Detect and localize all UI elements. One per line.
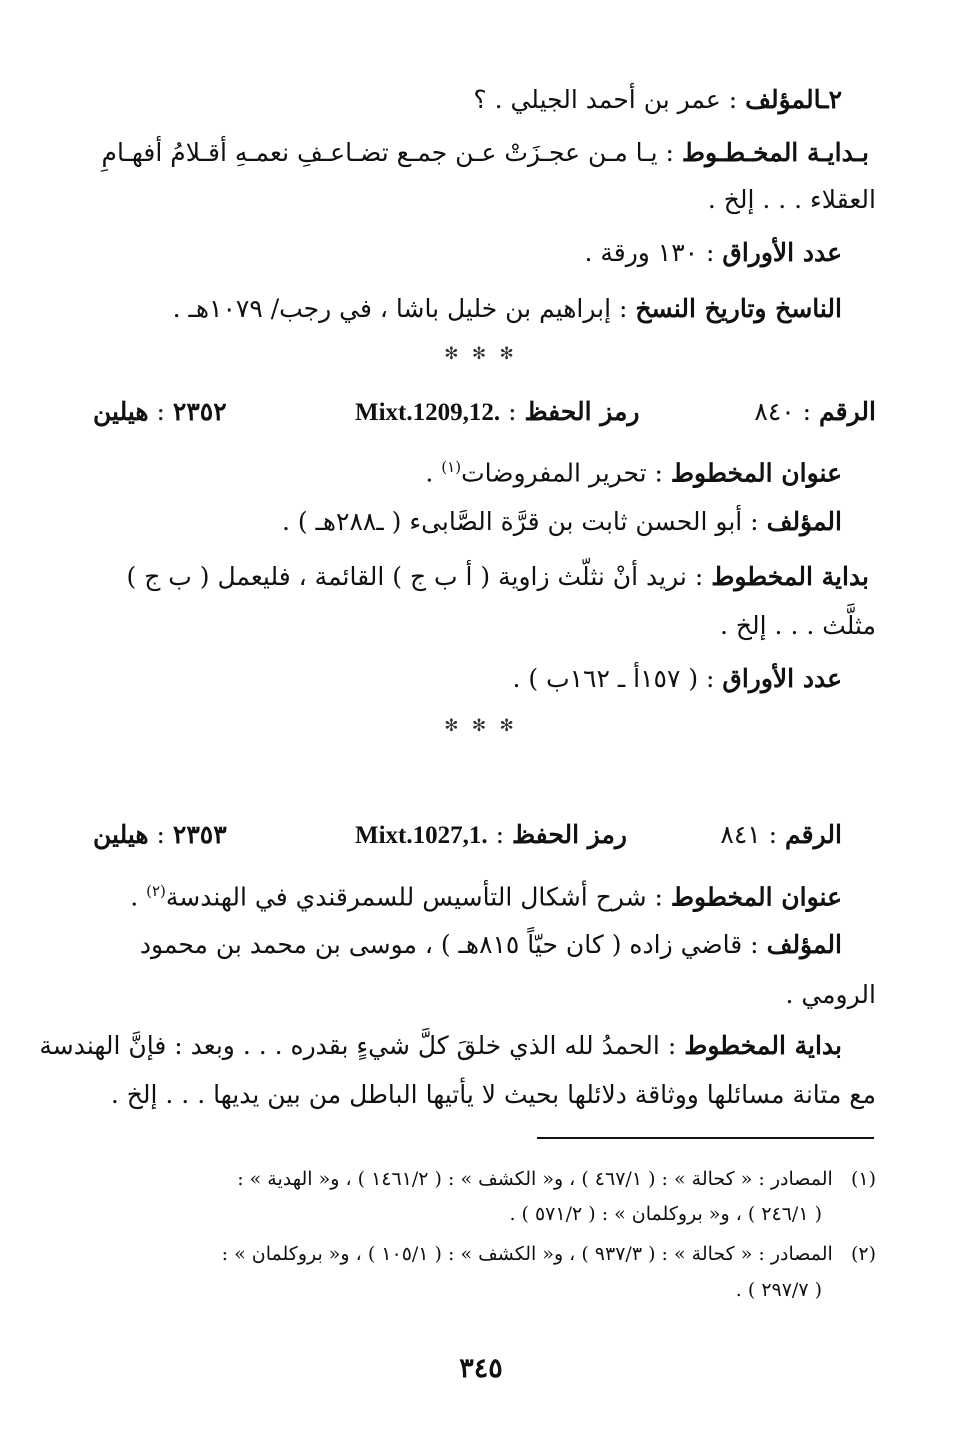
entry2-title-label: عنوان المخطوط	[670, 458, 842, 488]
entry1-leaves-value: ١٣٠ ورقة .	[584, 238, 699, 267]
entry1-author-label: ٢ـالمؤلف	[745, 85, 842, 114]
entry3-number: الرقم : ٨٤١	[720, 820, 842, 849]
entry3-beginning-line-1: بداية المخطوط : الحمدُ لله الذي خلقَ كلَّ شيءٍ بقدره . . . وبعد : فإنَّ الهندسة	[39, 1031, 842, 1060]
separator-2: ✻ ✻ ✻	[444, 716, 518, 736]
entry2-title-value: تحرير المفروضات	[461, 458, 647, 488]
entry3-author-label: المؤلف	[766, 930, 842, 959]
entry2-beginning-line-1: بداية المخطوط : نريد أنْ نثلّث زاوية ( أ ب ج ) القائمة ، فليعمل ( ب ج )	[126, 562, 869, 591]
entry2-heilen: ٢٣٥٢ : هيلين	[93, 397, 227, 426]
footnote-divider	[537, 1137, 874, 1139]
footnote-2-line-1: (٢) المصادر : « كحالة » : ( ٩٣٧/٣ ) ، و« الكشف » : ( ١٠٥/١ ) ، و« بروكلمان » :	[221, 1243, 876, 1265]
entry1-copyist-value: إبراهيم بن خليل باشا ، في رجب/ ١٠٧٩هـ .	[172, 294, 612, 323]
entry1-author-line: ٢ـالمؤلف : عمر بن أحمد الجيلي . ؟	[473, 85, 842, 114]
entry3-title-label: عنوان المخطوط	[670, 882, 842, 912]
entry1-copyist-label: الناسخ وتاريخ النسخ	[635, 294, 842, 323]
entry3-beginning-value-1: الحمدُ لله الذي خلقَ كلَّ شيءٍ بقدره . . . وبعد : فإنَّ الهندسة	[39, 1031, 660, 1060]
footnote-1-line-1: (١) المصادر : « كحالة » : ( ٤٦٧/١ ) ، و« الكشف » : ( ١٤٦١/٢ ) ، و« الهدية » :	[237, 1168, 876, 1190]
entry3-author-value-1: قاضي زاده ( كان حيّاً ٨١٥هـ ) ، موسى بن محمد بن محمود	[139, 930, 743, 959]
entry3-beginning-line-2	[111, 1075, 876, 1115]
entry3-author-line-2	[785, 975, 876, 1015]
footnote-2-line-2: ( ٢٩٧/٧ ) .	[735, 1279, 822, 1301]
entry3-heilen: ٢٣٥٣ : هيلين	[93, 820, 227, 849]
entry2-author-label: المؤلف	[766, 507, 842, 536]
entry1-copyist-line: الناسخ وتاريخ النسخ : إبراهيم بن خليل باشا ، في رجب/ ١٠٧٩هـ .	[172, 294, 842, 323]
footnote-1-number: (١)	[850, 1168, 876, 1190]
separator-1: ✻ ✻ ✻	[444, 344, 518, 364]
entry1-beginning-value-2: العقلاء . . . إلخ .	[707, 185, 876, 214]
footnote-ref-1: (١)	[441, 458, 462, 476]
footnote-ref-2: (٢)	[146, 882, 166, 900]
entry2-title-line: عنوان المخطوط : تحرير المفروضات$^{(١)}$ .	[425, 458, 842, 488]
entry2-author-line: المؤلف : أبو الحسن ثابت بن قرَّة الصَّابىء ( ـ٢٨٨هـ ) .	[281, 507, 842, 536]
entry2-leaves-line: عدد الأوراق : ( ١٥٧أ ـ ١٦٢ب ) .	[512, 664, 842, 693]
entry3-title-line: عنوان المخطوط : شرح أشكال التأسيس للسمرقندي في الهندسة$^{(٢)}$ .	[130, 882, 842, 912]
entry1-beginning-line-2	[708, 180, 876, 220]
entry1-beginning-label: بـدايـة المخـطـوط	[681, 138, 869, 167]
entry3-author-line-1: المؤلف : قاضي زاده ( كان حيّاً ٨١٥هـ ) ، موسى بن محمد بن محمود	[139, 930, 842, 959]
entry3-author-value-2: الرومي .	[785, 980, 876, 1009]
entry3-beginning-label: بداية المخطوط	[684, 1031, 842, 1060]
entry2-beginning-line-2	[720, 606, 876, 646]
footnote-1-line-2: ( ٢٤٦/١ ) ، و« بروكلمان » : ( ٥٧١/٢ ) .	[509, 1203, 822, 1225]
page-number: ٣٤٥	[459, 1353, 503, 1384]
entry3-beginning-value-2: مع متانة مسائلها ووثاقة دلائلها بحيث لا يأتيها الباطل من بين يديها . . . إلخ .	[110, 1080, 876, 1109]
entry1-author-value: عمر بن أحمد الجيلي . ؟	[473, 85, 721, 114]
entry2-beginning-value-2: مثلَّث . . . إلخ .	[720, 611, 876, 640]
entry1-leaves-line: عدد الأوراق : ١٣٠ ورقة .	[584, 238, 842, 267]
entry2-leaves-value: ( ١٥٧أ ـ ١٦٢ب ) .	[512, 664, 699, 693]
entry2-beginning-label: بداية المخطوط	[711, 562, 869, 591]
entry2-beginning-value-1: نريد أنْ نثلّث زاوية ( أ ب ج ) القائمة ، فليعمل ( ب ج )	[126, 562, 687, 591]
entry3-title-value: شرح أشكال التأسيس للسمرقندي في الهندسة	[165, 882, 647, 912]
entry2-number: الرقم : ٨٤٠	[754, 397, 876, 426]
entry2-shelfmark: Mixt.1209,12. : رمز الحفظ	[355, 397, 640, 426]
footnote-2-number: (٢)	[850, 1243, 876, 1265]
entry3-shelfmark: Mixt.1027,1. : رمز الحفظ	[355, 820, 627, 849]
entry2-author-value: أبو الحسن ثابت بن قرَّة الصَّابىء ( ـ٢٨٨هـ ) .	[281, 507, 743, 536]
entry1-beginning-line-1: بـدايـة المخـطـوط : يـا مـن عجـزَتْ عـن جمـع تضـاعـفِ نعمـهِ أقـلامُ أفهـامِ	[101, 138, 869, 167]
entry1-leaves-label: عدد الأوراق	[722, 238, 842, 267]
entry1-beginning-value-1: يـا مـن عجـزَتْ عـن جمـع تضـاعـفِ نعمـهِ أقـلامُ أفهـامِ	[101, 138, 658, 167]
entry2-leaves-label: عدد الأوراق	[722, 664, 842, 693]
